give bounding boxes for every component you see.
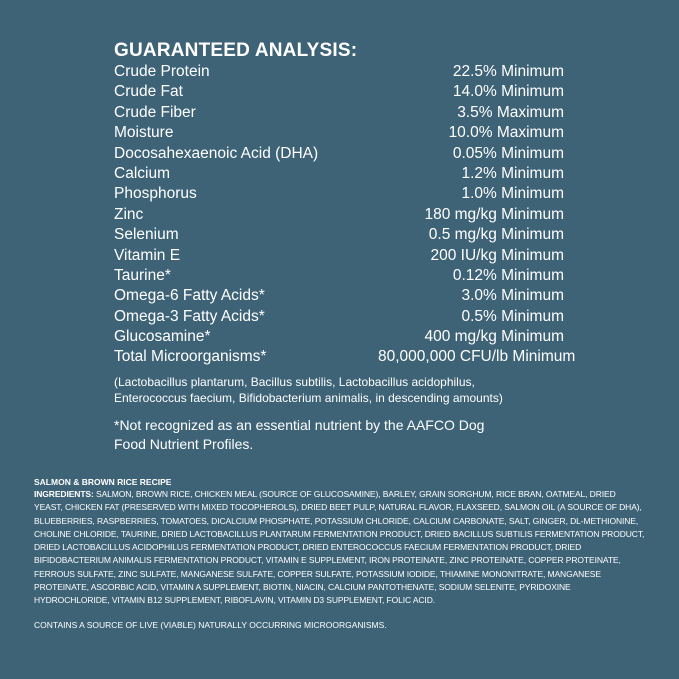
analysis-row [114,286,574,306]
nutrient-name: Vitamin E [114,246,181,264]
nutrient-value: 1.0% Minimum [461,185,564,203]
analysis-row [114,164,574,184]
nutrient-name: Crude Protein [114,63,210,80]
nutrient-name: Moisture [114,124,174,142]
nutrient-value: 180 mg/kg Minimum [424,205,564,223]
nutrient-value: 0.5% Minimum [461,307,564,325]
microorganisms-note: (Lactobacillus plantarum, Bacillus subtilis, Lactobacillus acidophilus, Enterococcus faecium, Bifidobacterium animalis, in descending amounts) [114,374,503,405]
live-microorganisms-note: CONTAINS A SOURCE OF LIVE (VIABLE) NATURALLY OCCURRING MICROORGANISMS. [34,619,387,630]
nutrient-value: 1.2% Minimum [461,164,564,182]
nutrient-name: Taurine* [114,266,171,284]
analysis-row [114,82,574,102]
nutrient-value: 400 mg/kg Minimum [424,328,564,346]
analysis-row [114,123,574,143]
ingredients-list [34,488,646,608]
nutrient-name: Glucosamine* [114,328,211,346]
nutrient-value: 0.5 mg/kg Minimum [428,226,564,244]
nutrient-name: Selenium [114,226,179,244]
nutrient-value: 3.5% Maximum [457,103,564,121]
analysis-row [114,246,574,266]
analysis-row [114,225,574,245]
analysis-row [114,144,574,164]
analysis-row [114,205,574,225]
analysis-row [114,307,574,327]
nutrient-name: Phosphorus [114,185,197,203]
nutrient-name: Zinc [114,205,144,223]
analysis-row [114,347,574,367]
nutrient-name: Docosahexaenoic Acid (DHA) [114,144,319,162]
nutrient-value: 22.5% Minimum [452,63,564,80]
nutrient-value: 200 IU/kg Minimum [430,246,564,264]
analysis-row [114,266,574,286]
nutrient-name: Crude Fat [114,83,183,101]
analysis-row [114,184,574,204]
nutrient-value: 10.0% Maximum [448,124,564,142]
nutrient-name: Total Microorganisms* [114,348,267,366]
guaranteed-analysis-section [114,40,574,454]
nutrient-value: 3.0% Minimum [461,287,564,305]
ingredients-label: INGREDIENTS: [34,489,94,499]
nutrient-name: Calcium [114,164,170,182]
guaranteed-analysis-table [114,62,574,368]
analysis-row [114,103,574,123]
analysis-row [114,62,574,82]
nutrient-name: Omega-3 Fatty Acids* [114,307,265,325]
nutrient-name: Omega-6 Fatty Acids* [114,287,265,305]
recipe-title: SALMON & BROWN RICE RECIPE [34,477,172,487]
nutrient-value: 0.12% Minimum [452,266,564,284]
nutrient-value: 80,000,000 CFU/lb Minimum [378,348,576,366]
aafco-footnote: *Not recognized as an essential nutrient by the AAFCO Dog Food Nutrient Profiles. [114,416,485,452]
guaranteed-analysis-title: GUARANTEED ANALYSIS: [114,40,358,61]
nutrient-value: 0.05% Minimum [452,144,564,162]
nutrient-name: Crude Fiber [114,103,196,121]
analysis-row [114,327,574,347]
nutrient-value: 14.0% Minimum [452,83,564,101]
ingredients-text: SALMON, BROWN RICE, CHICKEN MEAL (SOURCE OF GLUCOSAMINE), BARLEY, GRAIN SORGHUM, RICE BRAN, OATMEAL, DRIED YEAST, CHICKEN FAT (PRESERVED WITH MIXED TOCOPHEROLS), DRIED BEET PULP, NATURAL FLAVOR, FLAXSEED, SALMON OIL (A SOURCE OF DHA), BLUEBERRIES, RASPBERRIES, TOMATOES, DICALCIUM PHOSPHATE, POTASSIUM CHLORIDE, CALCIUM CARBONATE, SALT, GINGER, DL-METHIONINE, CHOLINE CHLORIDE, TAURINE, DRIED LACTOBACILLUS PLANTARUM FERMENTATION PRODUCT, DRIED BACILLUS SUBTILIS FERMENTATION PRODUCT, DRIED LACTOBACILLUS ACIDOPHILUS FERMENTATION PRODUCT, DRIED ENTEROCOCCUS FAECIUM FERMENTATION PRODUCT, DRIED BIFIDOBACTERIUM ANIMALIS FERMENTATION PRODUCT, VITAMIN E SUPPLEMENT, IRON PROTEINATE, ZINC PROTEINATE, COPPER PROTEINATE, FERROUS SULFATE, ZINC SULFATE, MANGANESE SULFATE, COPPER SULFATE, POTASSIUM IODIDE, THIAMINE MONONITRATE, MANGANESE PROTEINATE, ASCORBIC ACID, VITAMIN A SUPPLEMENT, BIOTIN, NIACIN, CALCIUM PANTOTHENATE, SODIUM SELENITE, PYRIDOXINE HYDROCHLORIDE, VITAMIN B12 SUPPLEMENT, RIBOFLAVIN, VITAMIN D3 SUPPLEMENT, FOLIC ACID. [34,489,645,606]
recipe-section [34,476,646,631]
